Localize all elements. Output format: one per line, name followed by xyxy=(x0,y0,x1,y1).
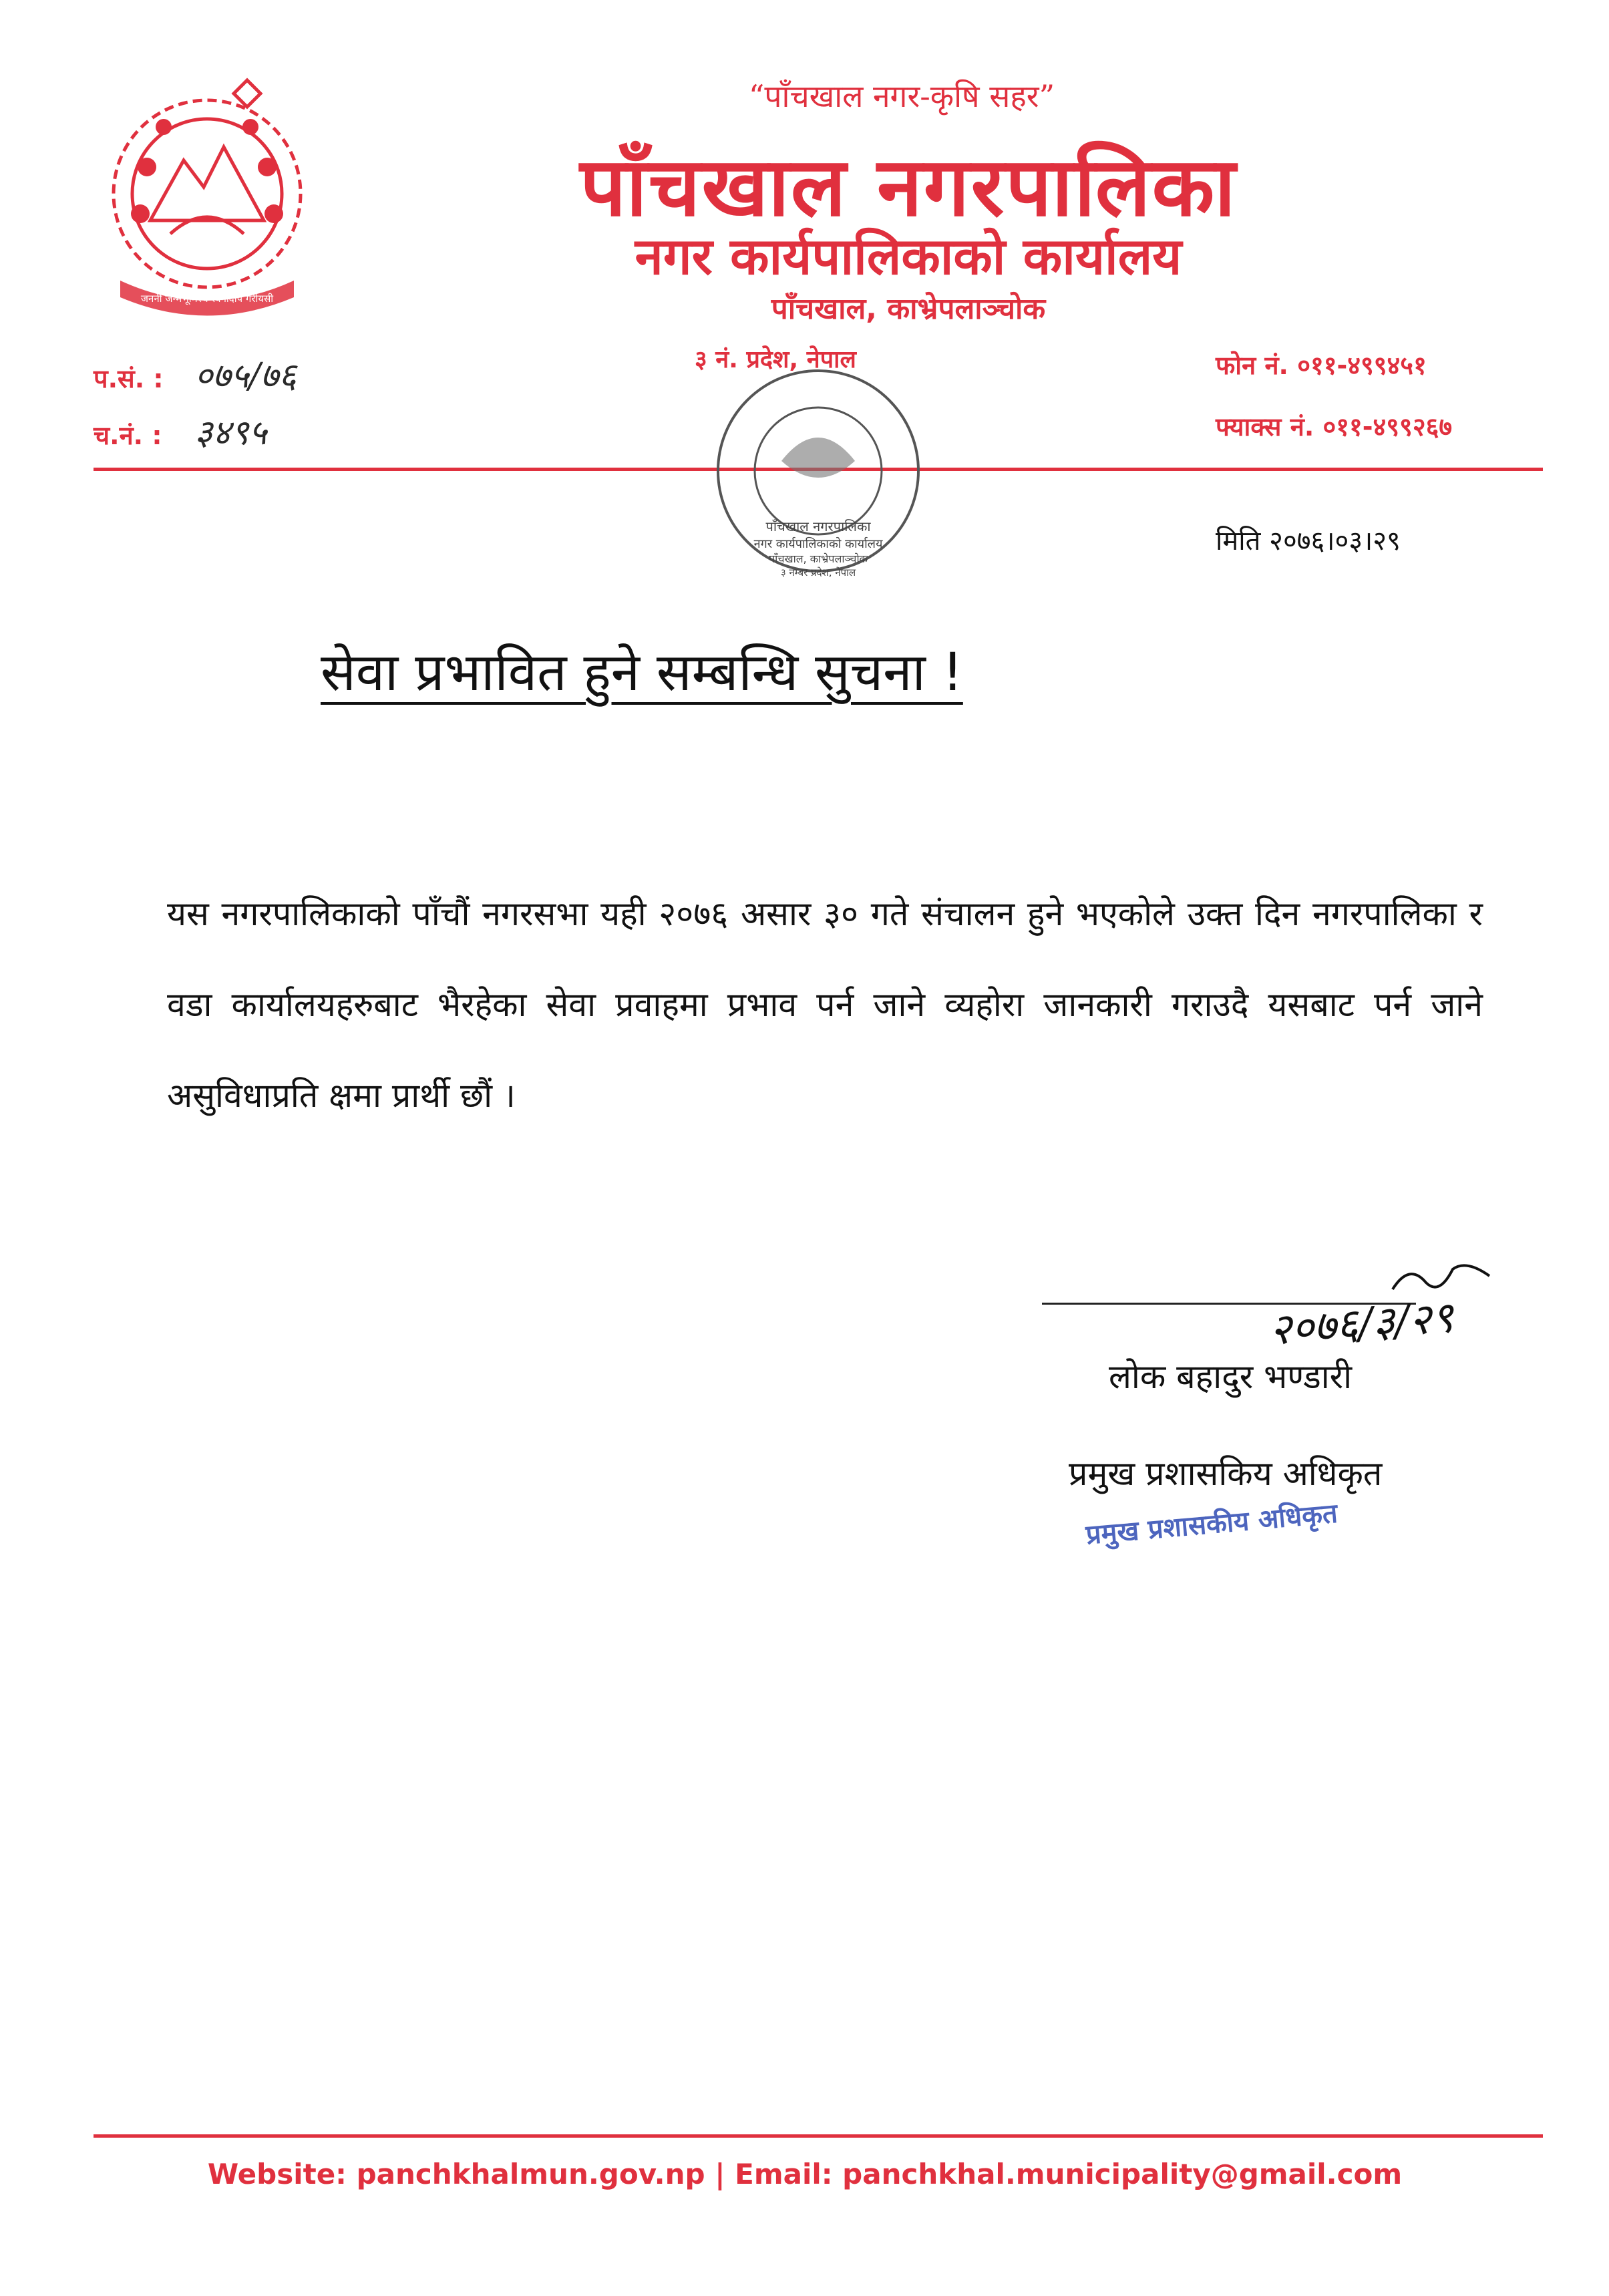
chalani-number xyxy=(94,407,266,455)
seal-line-2: नगर कार्यपालिकाको कार्यालय xyxy=(753,537,883,551)
emblem-caption: जननी जन्मभूमिश्च स्वर्गादपि गरीयसी xyxy=(140,293,274,305)
notice-title: सेवा प्रभावित हुने सम्बन्धि सुचना ! xyxy=(321,643,963,703)
patra-sankhya xyxy=(94,351,297,398)
footer-contact: Website: panchkhalmun.gov.np | Email: panchkhal.municipality@gmail.com xyxy=(207,2158,1403,2190)
signature-date: २०७६/३/२९ xyxy=(1267,1293,1455,1355)
signatory-post: प्रमुख प्रशासकिय अधिकृत xyxy=(1069,1454,1383,1493)
seal-line-4: ३ नम्बर प्रदेश, नेपाल xyxy=(780,566,856,579)
ps-label: प.सं. : xyxy=(94,364,164,393)
phone-number: फोन नं. ०११-४९९४५१ xyxy=(1216,351,1427,380)
letter-date: मिति २०७६।०३।२९ xyxy=(1216,526,1401,556)
seal-line-1: पाँचखाल नगरपालिका xyxy=(765,518,871,534)
signatory-name: लोक बहादुर भण्डारी xyxy=(1109,1357,1353,1396)
footer-divider xyxy=(94,2134,1543,2138)
municipality-name: पाँचखाल नगरपालिका xyxy=(580,140,1237,234)
notice-body: यस नगरपालिकाको पाँचौं नगरसभा यही २०७६ असार ३० गते संचालन हुने भएकोले उक्त दिन नगरपालिका र वडा कार्यालयहरुबाट भैरहेका सेवा प्रवाहमा प्रभाव पर्न जाने व्यहोरा जानकारी गराउदै यसबाट पर्न जाने असुविधाप्रति क्षमा प्रार्थी छौं । xyxy=(167,894,1483,1115)
office-seal xyxy=(708,361,928,581)
province: ३ नं. प्रदेश, नेपाल xyxy=(695,346,856,373)
slogan: “पाँचखाल नगर-कृषि सहर” xyxy=(748,78,1055,114)
fax-number: फ्याक्स नं. ०११-४९९२६७ xyxy=(1216,412,1453,442)
office-name: नगर कार्यपालिकाको कार्यालय xyxy=(635,226,1182,286)
chn-label: च.नं. : xyxy=(94,421,162,450)
seal-line-3: पाँचखाल, काभ्रेपलाञ्चोक xyxy=(769,552,868,565)
nepal-emblem xyxy=(94,67,321,321)
designation-stamp: प्रमुख प्रशासकीय अधिकृत xyxy=(1084,1498,1339,1551)
address: पाँचखाल, काभ्रेपलाञ्चोक xyxy=(771,292,1046,326)
ps-value: ०७५/७६ xyxy=(194,356,297,396)
chn-value: ३४९५ xyxy=(194,413,267,453)
